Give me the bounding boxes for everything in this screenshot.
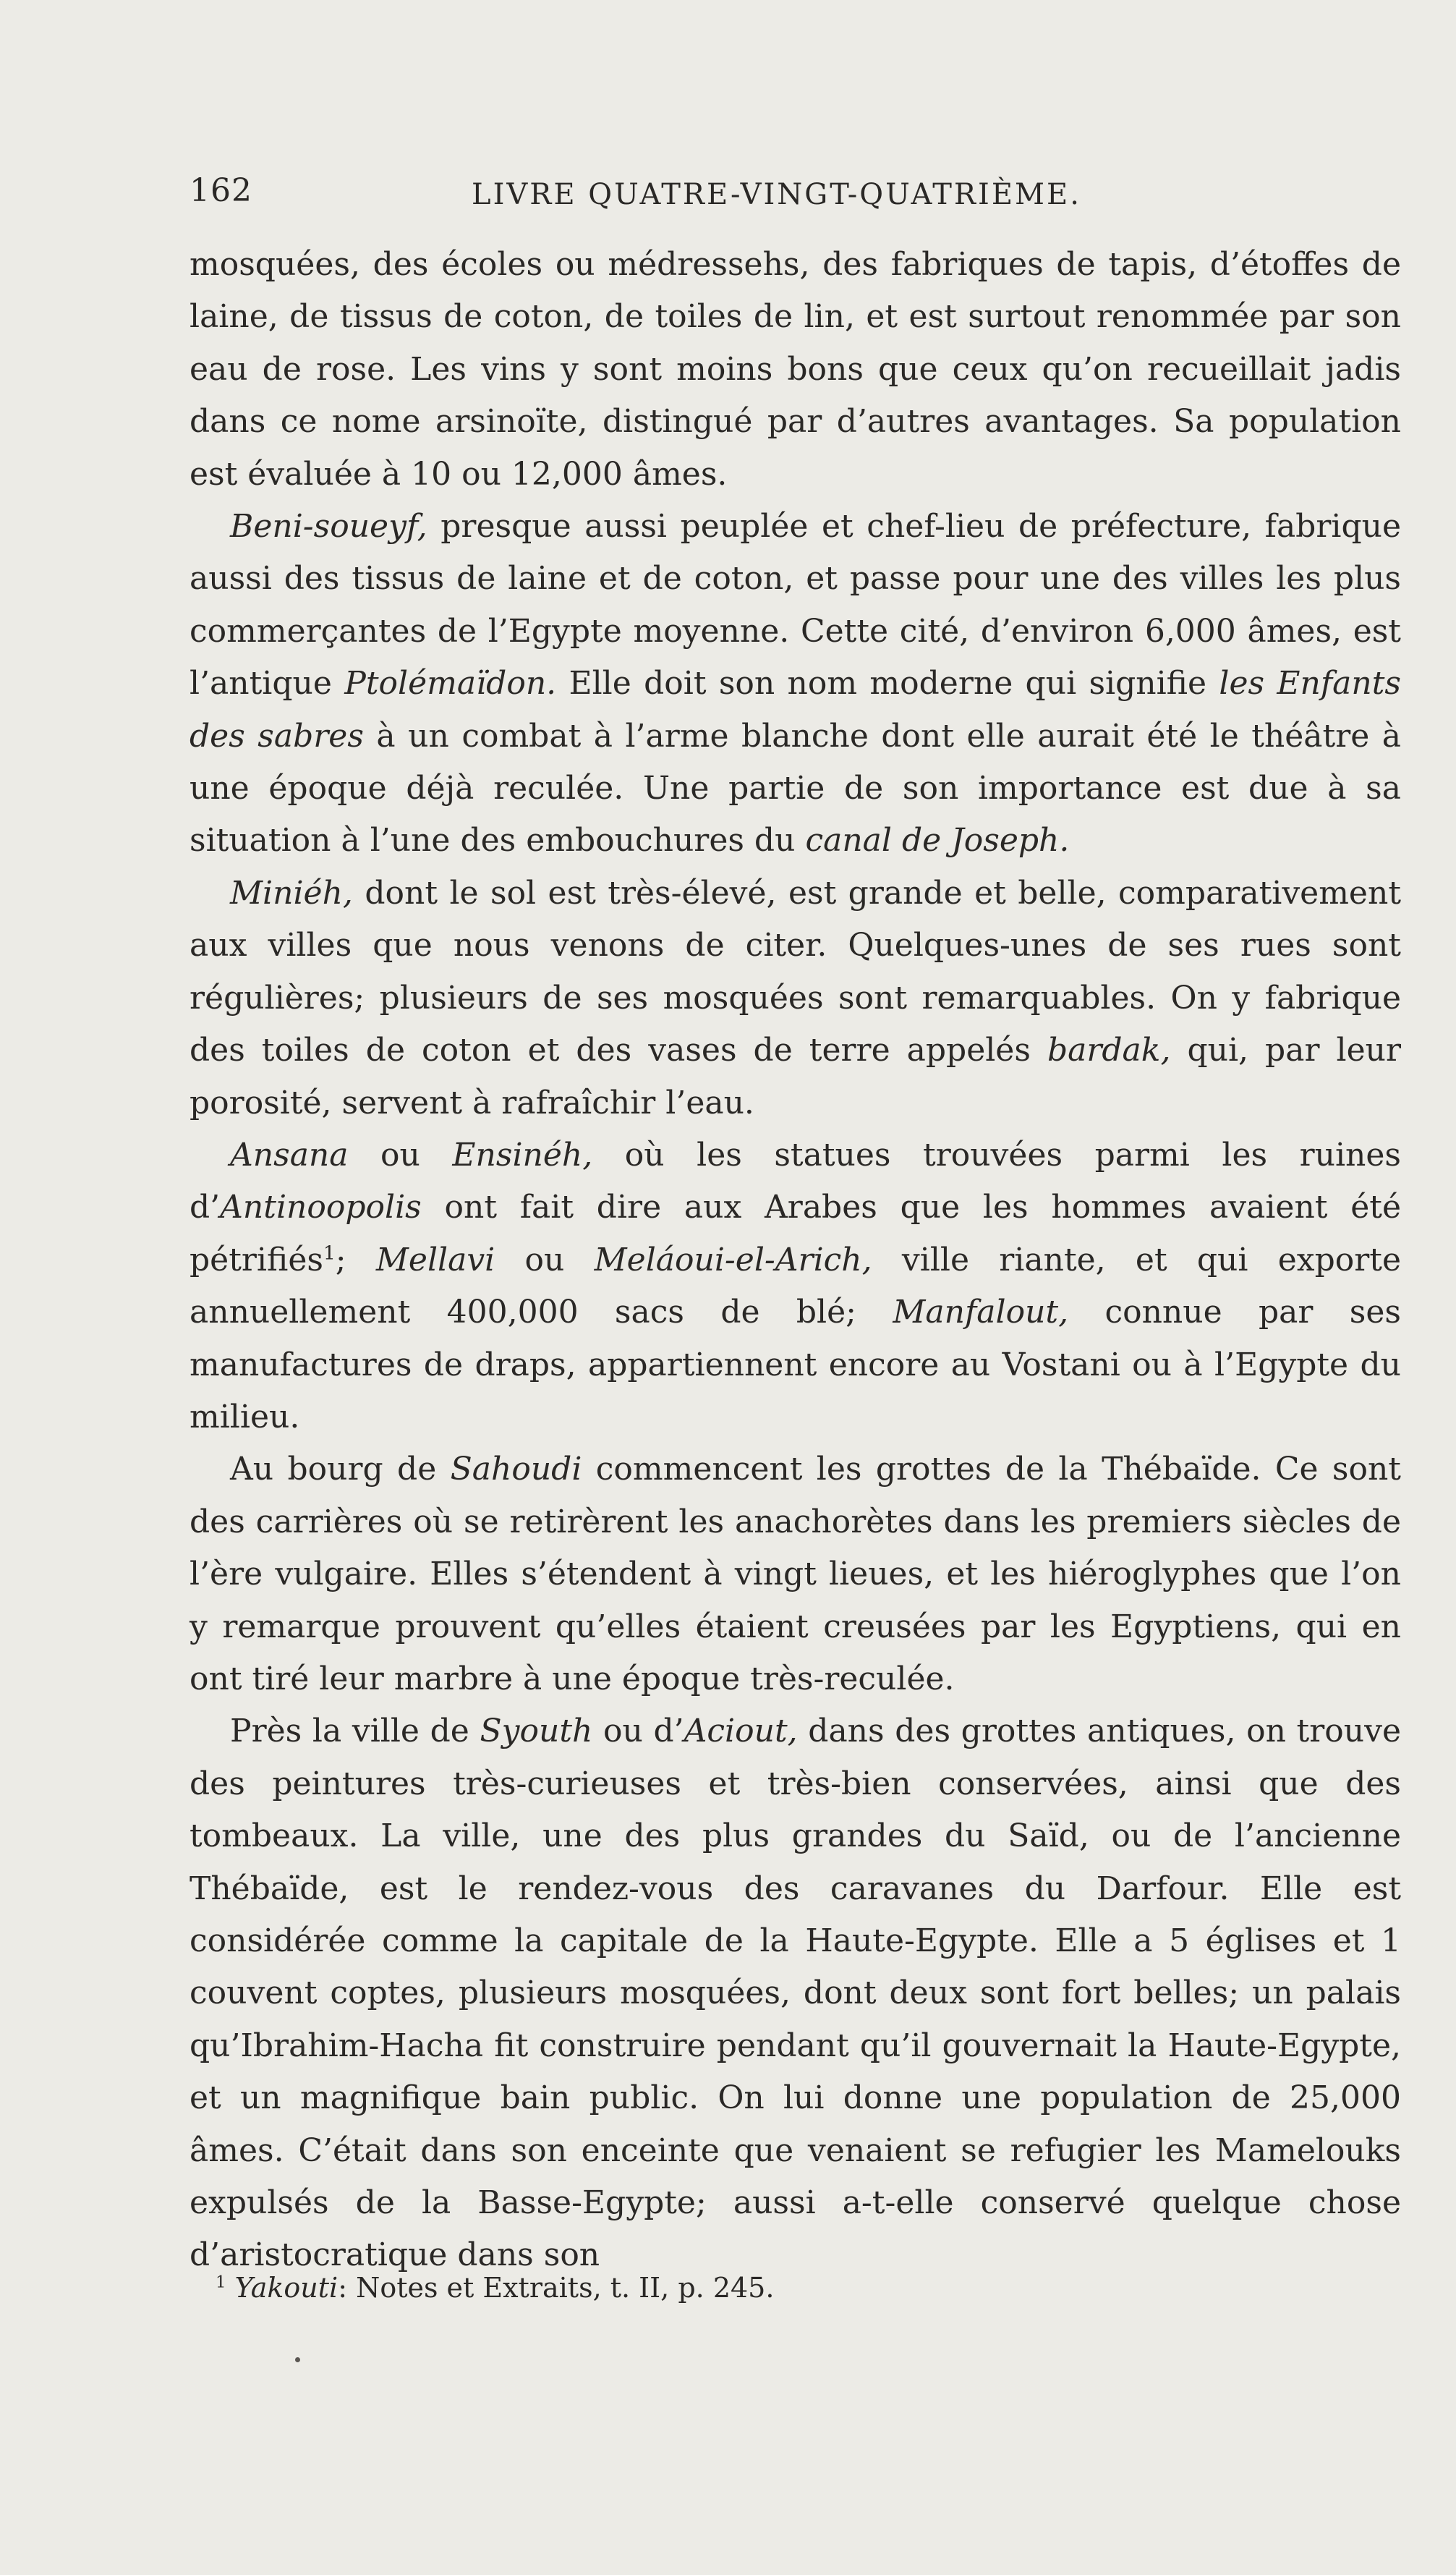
footnote [216, 2272, 774, 2304]
paragraph-4-text: ; [335, 1241, 376, 1278]
print-speck [295, 2357, 300, 2362]
paragraph-4-text: connue par ses manufactures de draps, appartiennent encore au Vostani ou à l’Egypte du milieu. [190, 1294, 1401, 1435]
paragraph-4-text: ville riante, et qui exporte annuellement 400,000 sacs de blé; [190, 1241, 1401, 1331]
place-name: Aciout, [684, 1713, 798, 1750]
place-name: Meláoui-el-Arich, [594, 1241, 872, 1278]
place-name: canal de Joseph. [805, 822, 1070, 860]
paragraph-3-text: qui, par leur porosité, servent à rafraîchir l’eau. [190, 1032, 1401, 1121]
place-name: Ansana [230, 1136, 349, 1174]
paragraph-5-text: Au bourg de [230, 1451, 451, 1488]
paragraph-6-text: dans des grottes antiques, on trouve des peintures très-curieuses et très-bien conservées, ainsi que des tombeaux. La ville, une des plus grandes du Saïd, ou de l’ancienne Thébaïde, est le rendez-vous des caravanes du Darfour. Elle est considérée comme la capitale de la Haute-Egypte. Elle a 5 églises et 1 couvent coptes, plusieurs mosquées, dont deux sont fort belles; un palais qu’Ibrahim-Hacha fit construire pendant qu’il gouvernait la Haute-Egypte, et un magnifique bain public. On lui donne une population de 25,000 âmes. C’était dans son enceinte que venaient se refugier les Mamelouks expulsés de la Basse-Egypte; aussi a-t-elle conservé quelque chose d’aristocratique dans son [190, 1713, 1401, 2274]
body-text [190, 239, 1401, 2282]
footnote-reference: 1 [323, 1242, 336, 1265]
paragraph-2-text: à un combat à l’arme blanche dont elle aurait été le théâtre à une époque déjà reculée. Une partie de son importance est due à sa situation à l’une des embouchures du [190, 717, 1402, 860]
paragraph-2-text: Elle doit son nom moderne qui signifie [556, 665, 1219, 703]
page-number: 162 [190, 172, 252, 209]
paragraph-4-text: ou [495, 1241, 595, 1278]
place-name: Manfalout, [893, 1294, 1069, 1331]
paragraph-4 [190, 1129, 1401, 1443]
paragraph-5-text: commencent les grottes de la Thébaïde. Ce sont des carrières où se retirèrent les anachorètes dans les premiers siècles de l’ère vulgaire. Elles s’étendent à vingt lieues, et les hiéroglyphes que l’on y remarque prouvent qu’elles étaient creusées par les Egyptiens, qui en ont tiré leur marbre à une époque très-reculée. [190, 1451, 1401, 1697]
running-head: LIVRE QUATRE-VINGT-QUATRIÈME. [472, 178, 1081, 211]
paragraph-5 [190, 1443, 1401, 1705]
page-header [190, 172, 1405, 216]
italic-term: bardak, [1047, 1032, 1171, 1069]
footnote-marker: 1 [216, 2273, 226, 2292]
paragraph-4-text: ou [348, 1136, 453, 1174]
paragraph-6-text: Près la ville de [230, 1713, 480, 1750]
paragraph-4-text: où les statues trouvées parmi les ruines d’ [190, 1136, 1401, 1226]
footnote-source: Yakouti [234, 2272, 339, 2304]
place-name: Antinoopolis [220, 1189, 422, 1226]
paragraph-3 [190, 867, 1401, 1129]
place-name: Syouth [480, 1713, 593, 1750]
paragraph-4-text: ont fait dire aux Arabes que les hommes avaient été pétrifiés [190, 1189, 1401, 1278]
paragraph-1-text: mosquées, des écoles ou médressehs, des fabriques de tapis, d’étoffes de laine, de tissus de coton, de toiles de lin, et est surtout renommée par son eau de rose. Les vins y sont moins bons que ceux qu’on recueillait jadis dans ce nome arsinoïte, distingué par d’autres avantages. Sa population est évaluée à 10 ou 12,000 âmes. [190, 246, 1401, 493]
place-name: Ptolémaïdon. [344, 665, 557, 703]
place-name: Miniéh, [230, 874, 353, 912]
paragraph-6-text: ou d’ [592, 1713, 684, 1750]
place-name: Ensinéh, [452, 1136, 593, 1174]
paragraph-3-text: dont le sol est très-élevé, est grande et belle, comparativement aux villes que nous venons de citer. Quelques-unes de ses rues sont régulières; plusieurs de ses mosquées sont remarquables. On y fabrique des toiles de coton et des vases de terre appelés [190, 874, 1401, 1069]
place-name: Beni-soueyf, [230, 508, 427, 546]
place-name: Sahoudi [450, 1451, 582, 1488]
paragraph-6 [190, 1705, 1401, 2281]
footnote-text: : Notes et Extraits, t. II, p. 245. [338, 2272, 775, 2304]
italic-phrase: les Enfants des sabres [190, 665, 1401, 755]
paragraph-2-text: presque aussi peuplée et chef-lieu de préfecture, fabrique aussi des tissus de laine et de coton, et passe pour une des villes les plus commerçantes de l’Egypte moyenne. Cette cité, d’environ 6,000 âmes, est l’antique [190, 508, 1401, 703]
paragraph-2 [190, 501, 1401, 867]
paragraph-1 [190, 239, 1401, 501]
place-name: Mellavi [375, 1241, 495, 1278]
